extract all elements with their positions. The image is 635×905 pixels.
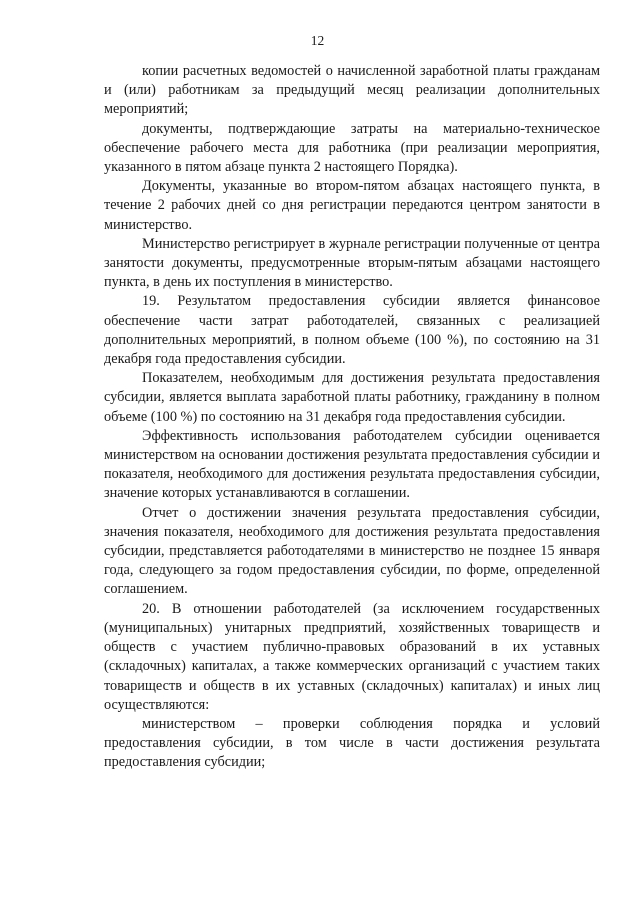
page-number: 12 bbox=[310, 33, 325, 48]
paragraph-ministry-checks: министерством – проверки соблюдения порядка и условий предоставления субсидии, в том числе в части достижения результата предоставления субсидии; bbox=[104, 715, 600, 771]
paragraph-report: Отчет о достижении значения результата предоставления субсидии, значения показателя, необходимого для достижения результата предоставления субсидии, представляется работодателями в министерство не позднее 15 января года, следующего за годом предоставления субсидии, по форме, определенной соглашением. bbox=[104, 504, 600, 598]
paragraph-item-20: 20. В отношении работодателей (за исключением государственных (муниципальных) унитарных предприятий, хозяйственных товариществ и обществ с участием публично-правовых образований в их уставных (складочных) капиталах, а также коммерческих организаций с участием таких товариществ и обществ в их уставных (складочных) капиталах) и иных лиц осуществляются: bbox=[104, 600, 600, 713]
paragraph-ministry-registration: Министерство регистрирует в журнале регистрации полученные от центра занятости документы, предусмотренные вторым-пятым абзацами настоящего пункта, в день их поступления в министерство. bbox=[104, 235, 600, 291]
paragraph-documents-transfer: Документы, указанные во втором-пятом абзацах настоящего пункта, в течение 2 рабочих дней со дня регистрации передаются центром занятости в министерство. bbox=[104, 178, 600, 233]
paragraph-payroll-statements: копии расчетных ведомостей о начисленной заработной платы гражданам и (или) работникам за предыдущий месяц реализации дополнительных мероприятий; bbox=[104, 63, 600, 118]
paragraph-expense-documents: документы, подтверждающие затраты на материально-техническое обеспечение рабочего места для работника (при реализации мероприятия, указанного в пятом абзаце пункта 2 настоящего Порядка). bbox=[104, 120, 600, 176]
paragraph-indicator: Показателем, необходимым для достижения результата предоставления субсидии, является выплата заработной платы работнику, гражданину в полном объеме (100 %) по состоянию на 31 декабря года предоставления субсидии. bbox=[104, 370, 600, 425]
paragraph-efficiency: Эффективность использования работодателем субсидии оценивается министерством на основании достижения результата предоставления субсидии и показателя, необходимого для достижения результата предоставления субсидии, значение которых устанавливаются в соглашении. bbox=[104, 427, 600, 502]
document-body bbox=[104, 62, 600, 773]
paragraph-item-19: 19. Результатом предоставления субсидии является финансовое обеспечение части затрат работодателей, связанных с реализацией дополнительных мероприятий, в полном объеме (100 %), по состоянию на 31 декабря года предоставления субсидии. bbox=[104, 293, 600, 368]
